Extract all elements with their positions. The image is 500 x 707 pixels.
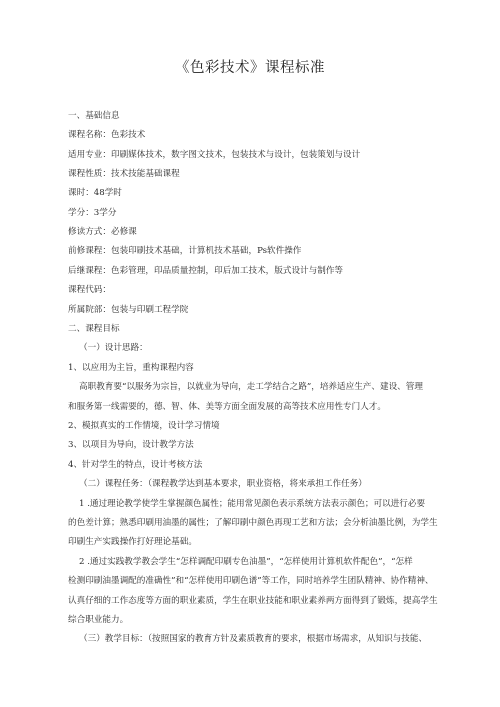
info-credits: 学分：3学分 (68, 208, 117, 218)
paragraph-line: 1 .通过理论教学使学生掌握颜色属性；能用常见颜色表示系统方法表示颜色；可以进行必要 (79, 499, 426, 509)
info-department: 所属院部：包装与印刷工程学院 (68, 305, 189, 315)
paragraph-line: 检测印刷油墨调配的准确性”和“怎样使用印刷色谱”等工作，同时培养学生团队精神、协作精神、 (68, 576, 434, 586)
paragraph-line: 的色差计算；熟悉印刷用油墨的属性；了解印刷中颜色再现工艺和方法；会分析油墨比例，为学生 (68, 518, 438, 528)
design-point-3: 3、以项目为导向，设计教学方法 (68, 440, 194, 450)
paragraph-line: 和服务第一线需要的，德、智、体、美等方面全面发展的高等技术应用性专门人才。 (68, 402, 386, 412)
document-title: 《色彩技术》课程标准 (175, 60, 325, 76)
info-prerequisite-courses: 前修课程：包装印刷技术基础，计算机技术基础，Ps软件操作 (68, 246, 302, 256)
section-heading-course-goals: 二、课程目标 (68, 324, 120, 334)
design-point-2: 2、模拟真实的工作情境，设计学习情境 (68, 421, 220, 431)
subsection-teaching-goals: （三）教学目标：（按照国家的教育方针及素质教育的要求，根据市场需求，从知识与技能、 (79, 634, 428, 644)
subsection-course-tasks: （二）课程任务：（课程教学达到基本要求，职业资格，将来承担工作任务） (79, 479, 367, 489)
info-study-mode: 修读方式：必修课 (68, 227, 137, 237)
info-class-hours: 课时：48学时 (68, 188, 122, 198)
paragraph-line: 2 .通过实践教学教会学生“怎样调配印刷专色油墨”，“怎样使用计算机软件配色”，“怎样 (79, 557, 413, 567)
section-heading-basic-info: 一、基础信息 (68, 111, 120, 121)
paragraph-line: 印刷生产实践操作打好理论基础。 (68, 537, 197, 547)
info-follow-up-courses: 后继课程：色彩管理，印品质量控制，印后加工技术，版式设计与制作等 (68, 266, 344, 276)
info-applicable-majors: 适用专业：印刷媒体技术，数字图文技术，包装技术与设计，包装策划与设计 (68, 150, 361, 160)
info-course-name: 课程名称：色彩技术 (68, 130, 146, 140)
paragraph-line: 认真仔细的工作态度等方面的职业素质，学生在职业技能和职业素养两方面得到了锻炼，提高学生 (68, 596, 438, 606)
info-course-nature: 课程性质：技术技能基础课程 (68, 169, 180, 179)
paragraph-line: 综合职业能力。 (68, 615, 129, 625)
subsection-design-ideas: （一）设计思路： (79, 343, 148, 353)
design-point-1: 1、以应用为主旨，重构课程内容 (68, 363, 194, 373)
info-course-code: 课程代码： (68, 285, 111, 295)
design-point-4: 4、针对学生的特点，设计考核方法 (68, 460, 203, 470)
paragraph-line: 高职教育要“以服务为宗旨，以就业为导向，走工学结合之路”，培养适应生产、建设、管理 (79, 382, 423, 392)
